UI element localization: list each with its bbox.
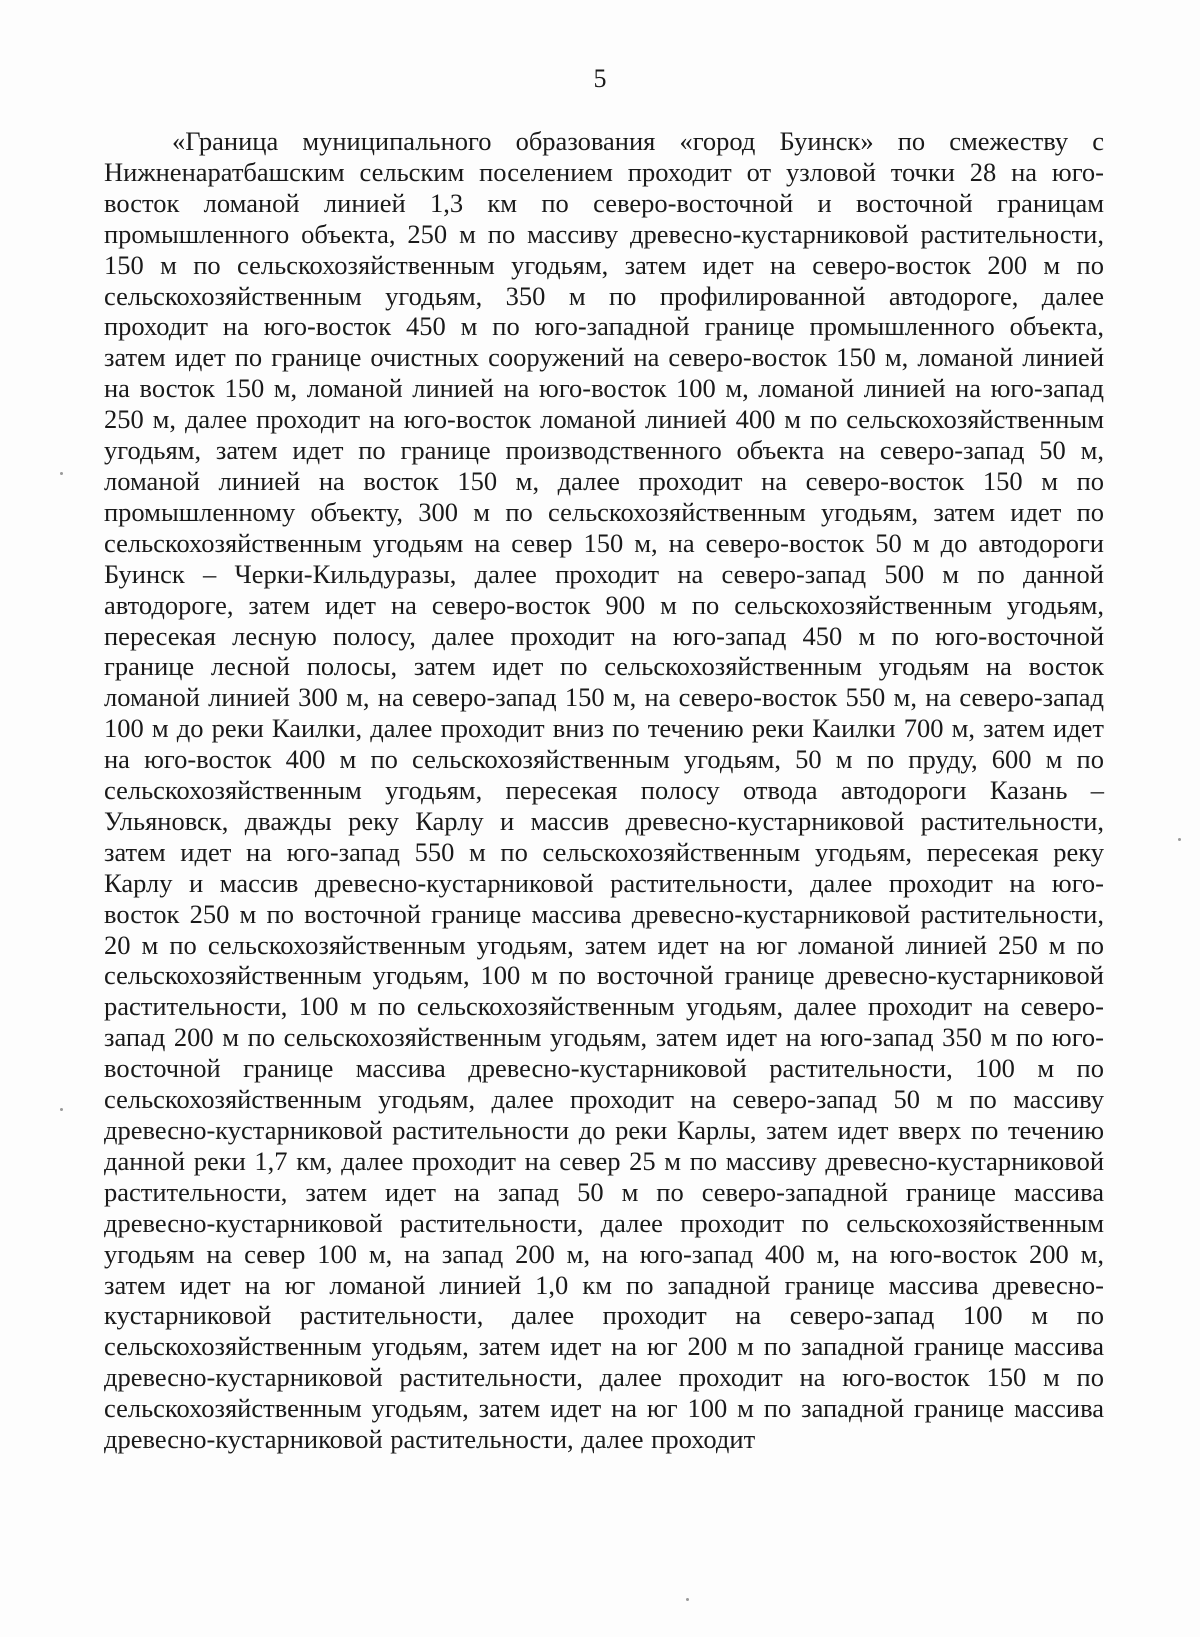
scan-speck [1178,838,1181,841]
body-paragraph: «Граница муниципального образования «город Буинск» по смежеству с Нижненаратбашским сельским поселением проходит от узловой точки 28 на юго-восток ломаной линией 1,3 км по северо-восточной и восточной границам промышленного объекта, 250 м по массиву древесно-кустарниковой растительности, 150 м по сельскохозяйственным угодьям, затем идет на северо-восток 200 м по сельскохозяйственным угодьям, 350 м по профилированной автодороге, далее проходит на юго-восток 450 м по юго-западной границе промышленного объекта, затем идет по границе очистных сооружений на северо-восток 150 м, ломаной линией на восток 150 м, ломаной линией на юго-восток 100 м, ломаной линией на юго-запад 250 м, далее проходит на юго-восток ломаной линией 400 м по сельскохозяйственным угодьям, затем идет по границе производственного объекта на северо-запад 50 м, ломаной линией на восток 150 м, далее проходит на северо-восток 150 м по промышленному объекту, 300 м по сельскохозяйственным угодьям, затем идет по сельскохозяйственным угодьям на север 150 м, на северо-восток 50 м до автодороги Буинск – Черки-Кильдуразы, далее проходит на северо-запад 500 м по данной автодороге, затем идет на северо-восток 900 м по сельскохозяйственным угодьям, пересекая лесную полосу, далее проходит на юго-запад 450 м по юго-восточной границе лесной полосы, затем идет по сельскохозяйственным угодьям на восток ломаной линией 300 м, на северо-запад 150 м, на северо-восток 550 м, на северо-запад 100 м до реки Каилки, далее проходит вниз по течению реки Каилки 700 м, затем идет на юго-восток 400 м по сельскохозяйственным угодьям, 50 м по пруду, 600 м по сельскохозяйственным угодьям, пересекая полосу отвода автодороги Казань – Ульяновск, дважды реку Карлу и массив древесно-кустарниковой растительности, затем идет на юго-запад 550 м по сельскохозяйственным угодьям, пересекая реку Карлу и массив древесно-кустарниковой растительности, далее проходит на юго-восток 250 м по восточной границе массива древесно-кустарниковой растительности, 20 м по сельскохозяйственным угодьям, затем идет на юг ломаной линией 250 м по сельскохозяйственным угодьям, 100 м по восточной границе древесно-кустарниковой растительности, 100 м по сельскохозяйственным угодьям, далее проходит на северо-запад 200 м по сельскохозяйственным угодьям, затем идет на юго-запад 350 м по юго-восточной границе массива древесно-кустарниковой растительности, 100 м по сельскохозяйственным угодьям, далее проходит на северо-запад 50 м по массиву древесно-кустарниковой растительности до реки Карлы, затем идет вверх по течению данной реки 1,7 км, далее проходит на север 25 м по массиву древесно-кустарниковой растительности, затем идет на запад 50 м по северо-западной границе массива древесно-кустарниковой растительности, далее проходит по сельскохозяйственным угодьям на север 100 м, на запад 200 м, на юго-запад 400 м, на юго-восток 200 м, затем идет на юг ломаной линией 1,0 км по западной границе массива древесно-кустарниковой растительности, далее проходит на северо-запад 100 м по сельскохозяйственным угодьям, затем идет на юг 200 м по западной границе массива древесно-кустарниковой растительности, далее проходит на юго-восток 150 м по сельскохозяйственным угодьям, затем идет на юг 100 м по западной границе массива древесно-кустарниковой растительности, далее проходит [104,126,1104,1455]
scan-speck [686,1598,689,1601]
page-number: 5 [593,64,607,93]
scan-speck [60,472,63,475]
scan-speck [60,1108,63,1111]
